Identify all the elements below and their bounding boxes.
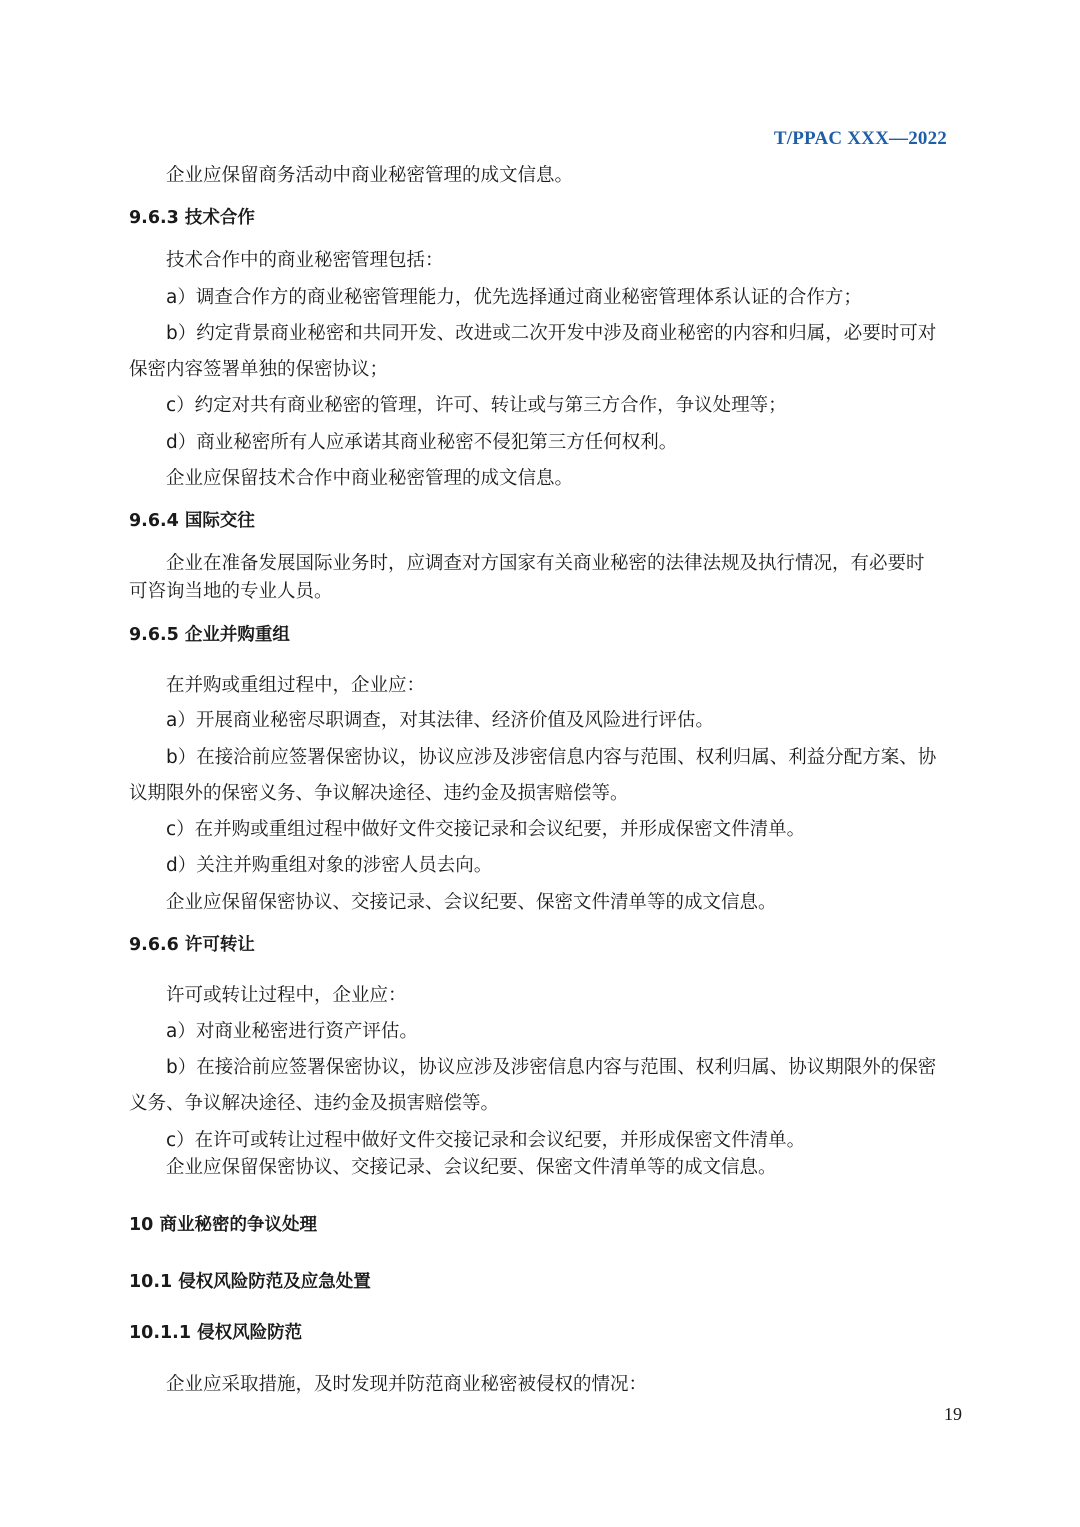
list-item-966-b-line2: 义务、争议解决途径、违约金及损害赔偿等。: [129, 1093, 500, 1114]
list-item-965-b-line1: b）在接洽前应签署保密协议，协议应涉及涉密信息内容与范围、权利归属、利益分配方案、协: [166, 747, 937, 768]
section-heading-9-6-5: 9.6.5 企业并购重组: [129, 625, 290, 645]
paragraph-965-intro: 在并购或重组过程中，企业应：: [166, 675, 426, 696]
section-heading-9-6-4: 9.6.4 国际交往: [129, 511, 255, 531]
section-heading-9-6-3: 9.6.3 技术合作: [129, 208, 255, 228]
paragraph-964-line2: 可咨询当地的专业人员。: [129, 581, 333, 602]
list-item-965-c: c）在并购或重组过程中做好文件交接记录和会议纪要，并形成保密文件清单。: [166, 819, 806, 840]
chapter-heading-10: 10 商业秘密的争议处理: [129, 1215, 317, 1235]
paragraph-963-intro: 技术合作中的商业秘密管理包括：: [166, 250, 444, 271]
list-item-966-a: a）对商业秘密进行资产评估。: [166, 1021, 418, 1042]
list-item-963-b-line2: 保密内容签署单独的保密协议；: [129, 359, 389, 380]
list-item-965-d: d）关注并购重组对象的涉密人员去向。: [166, 855, 493, 876]
list-item-965-b-line2: 议期限外的保密义务、争议解决途径、违约金及损害赔偿等。: [129, 783, 629, 804]
section-heading-10-1-1: 10.1.1 侵权风险防范: [129, 1323, 303, 1343]
list-item-963-d: d）商业秘密所有人应承诺其商业秘密不侵犯第三方任何权利。: [166, 432, 678, 453]
list-item-966-b-line1: b）在接洽前应签署保密协议，协议应涉及涉密信息内容与范围、权利归属、协议期限外的保密: [166, 1057, 937, 1078]
section-heading-9-6-6: 9.6.6 许可转让: [129, 935, 255, 955]
list-item-966-c: c）在许可或转让过程中做好文件交接记录和会议纪要，并形成保密文件清单。: [166, 1130, 806, 1151]
section-heading-10-1: 10.1 侵权风险防范及应急处置: [129, 1272, 371, 1292]
list-item-963-a: a）调查合作方的商业秘密管理能力，优先选择通过商业秘密管理体系认证的合作方；: [166, 287, 862, 308]
paragraph-966-retain: 企业应保留保密协议、交接记录、会议纪要、保密文件清单等的成文信息。: [166, 1157, 777, 1178]
paragraph-966-intro: 许可或转让过程中，企业应：: [166, 985, 407, 1006]
list-item-965-a: a）开展商业秘密尽职调查，对其法律、经济价值及风险进行评估。: [166, 710, 714, 731]
paragraph-1011: 企业应采取措施，及时发现并防范商业秘密被侵权的情况：: [166, 1374, 648, 1395]
page-number: 19: [944, 1404, 962, 1424]
paragraph-963-retain: 企业应保留技术合作中商业秘密管理的成文信息。: [166, 468, 574, 489]
list-item-963-c: c）约定对共有商业秘密的管理，许可、转让或与第三方合作，争议处理等；: [166, 395, 787, 416]
document-code: T/PPAC XXX—2022: [773, 128, 947, 149]
paragraph-965-retain: 企业应保留保密协议、交接记录、会议纪要、保密文件清单等的成文信息。: [166, 892, 777, 913]
paragraph-retain-business: 企业应保留商务活动中商业秘密管理的成文信息。: [166, 165, 574, 186]
paragraph-964-line1: 企业在准备发展国际业务时，应调查对方国家有关商业秘密的法律法规及执行情况，有必要时: [166, 553, 925, 574]
list-item-963-b-line1: b）约定背景商业秘密和共同开发、改进或二次开发中涉及商业秘密的内容和归属，必要时可对: [166, 323, 937, 344]
